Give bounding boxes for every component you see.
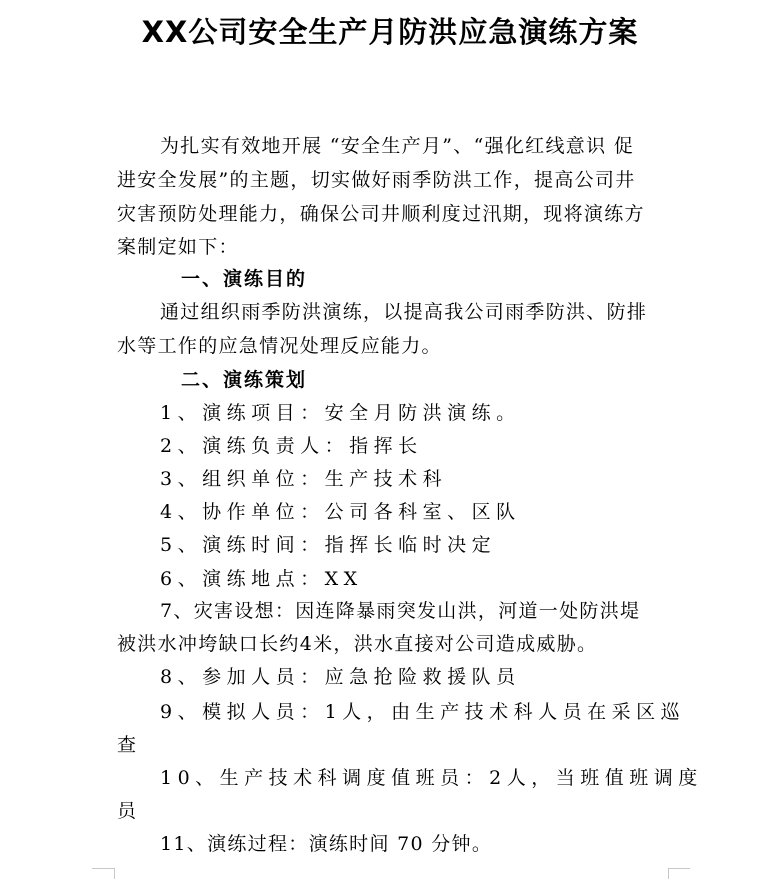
list-item: 11、演练过程：演练时间 70 分钟。 (160, 833, 493, 855)
list-item-continuation: 查 (117, 734, 138, 756)
paragraph-line: 水等工作的应急情况处理反应能力。 (117, 335, 442, 357)
list-item: 9、模拟人员：1人，由生产技术科人员在采区巡 (160, 701, 686, 723)
margin-mark-left (92, 868, 114, 869)
intro-line: 灾害预防处理能力，确保公司井顺利度过汛期，现将演练方 (117, 203, 645, 225)
document-title: XX公司安全生产月防洪应急演练方案 (141, 15, 639, 49)
list-item: 1、演练项目：安全月防洪演练。 (160, 402, 521, 424)
list-item: 8、参加人员：应急抢险救援队员 (160, 666, 521, 688)
list-item: 10、生产技术科调度值班员：2人，当班值班调度 (160, 767, 703, 789)
margin-mark-right (668, 868, 669, 879)
list-item: 2、演练负责人：指挥长 (160, 435, 423, 457)
list-item-continuation: 被洪水冲垮缺口长约4米，洪水直接对公司造成威胁。 (117, 633, 598, 655)
margin-mark-left (114, 868, 115, 879)
list-item-continuation: 员 (117, 800, 138, 822)
list-item: 7、灾害设想：因连降暴雨突发山洪，河道一处防洪堤 (160, 600, 641, 622)
intro-line: 案制定如下： (117, 236, 239, 258)
list-item: 4、协作单位：公司各科室、区队 (160, 501, 521, 523)
paragraph-line: 通过组织雨季防洪演练，以提高我公司雨季防洪、防排 (160, 301, 648, 323)
list-item: 3、组织单位：生产技术科 (160, 468, 448, 490)
margin-mark-right (668, 868, 690, 869)
list-item: 6、演练地点：XX (160, 568, 363, 590)
intro-line: 进安全发展”的主题，切实做好雨季防洪工作，提高公司井 (117, 169, 636, 191)
intro-line: 为扎实有效地开展 “安全生产月”、“强化红线意识 促 (160, 135, 635, 157)
section-heading-purpose: 一、演练目的 (181, 268, 308, 290)
section-heading-planning: 二、演练策划 (181, 369, 308, 391)
list-item: 5、演练时间：指挥长临时决定 (160, 534, 497, 556)
